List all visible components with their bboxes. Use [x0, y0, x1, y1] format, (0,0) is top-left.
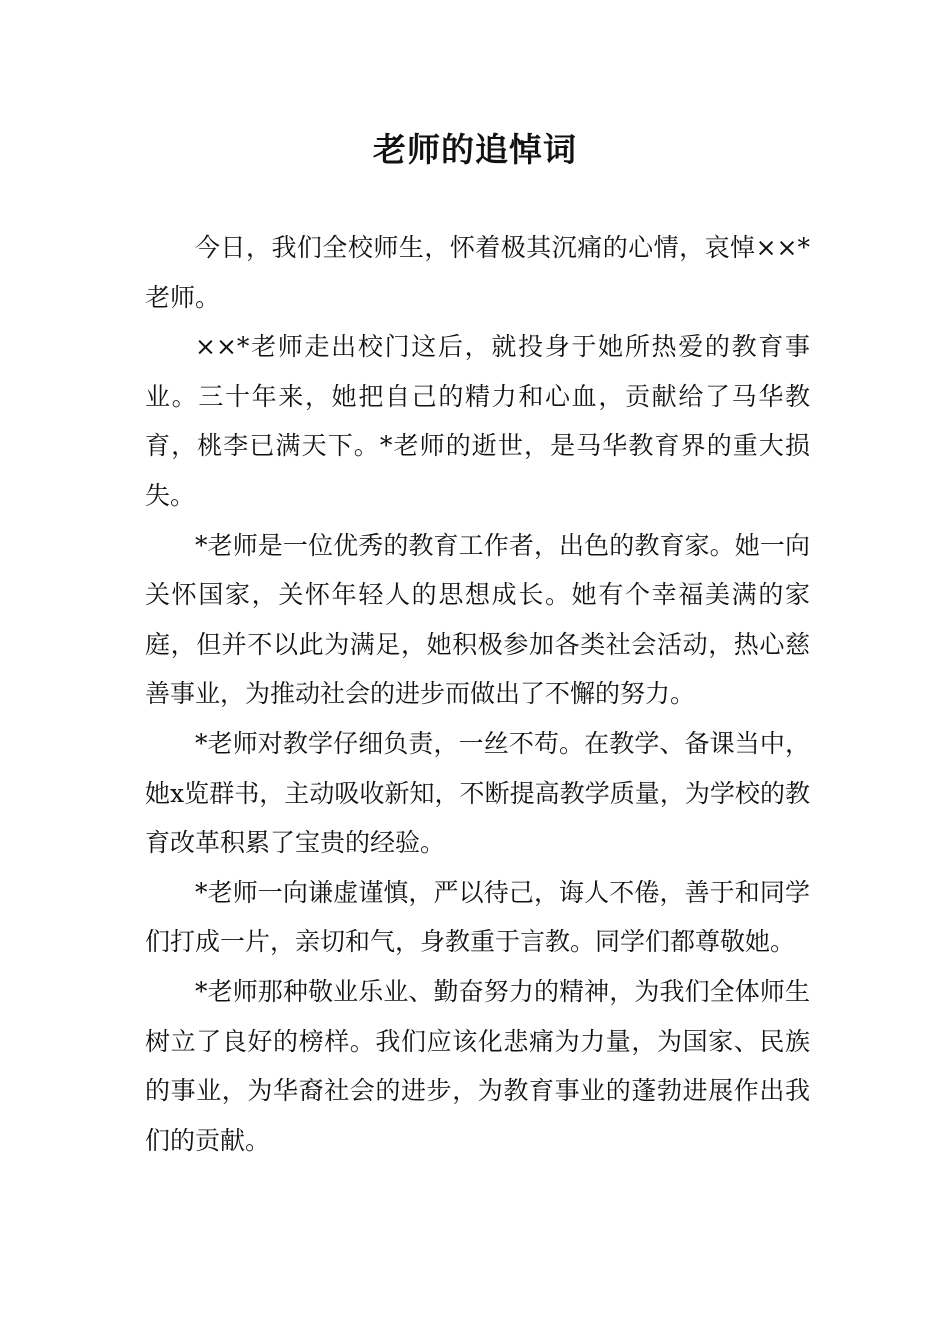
paragraph-2: ××*老师走出校门这后，就投身于她所热爱的教育事业。三十年来，她把自己的精力和心血，贡献给了马华教育，桃李已满天下。*老师的逝世，是马华教育界的重大损失。 [145, 332, 810, 510]
paragraph-5: *老师一向谦虚谨慎，严以待己，诲人不倦，善于和同学们打成一片，亲切和气，身教重于言教。同学们都尊敬她。 [145, 877, 810, 957]
paragraph-3: *老师是一位优秀的教育工作者，出色的教育家。她一向关怀国家，关怀年轻人的思想成长。她有个幸福美满的家庭，但并不以此为满足，她积极参加各类社会活动，热心慈善事业，为推动社会的进步而做出了不懈的努力。 [145, 530, 810, 709]
paragraph-4: *老师对教学仔细负责，一丝不苟。在教学、备课当中，她x览群书，主动吸收新知，不断提高教学质量，为学校的教育改革积累了宝贵的经验。 [145, 728, 810, 858]
document-body [145, 223, 810, 1165]
document-title: 老师的追悼词 [373, 130, 577, 169]
paragraph-6: *老师那种敬业乐业、勤奋努力的精神，为我们全体师生树立了良好的榜样。我们应该化悲痛为力量，为国家、民族的事业，为华裔社会的进步，为教育事业的蓬勃进展作出我们的贡献。 [145, 976, 810, 1155]
paragraph-1: 今日，我们全校师生，怀着极其沉痛的心情，哀悼××*老师。 [145, 233, 810, 312]
